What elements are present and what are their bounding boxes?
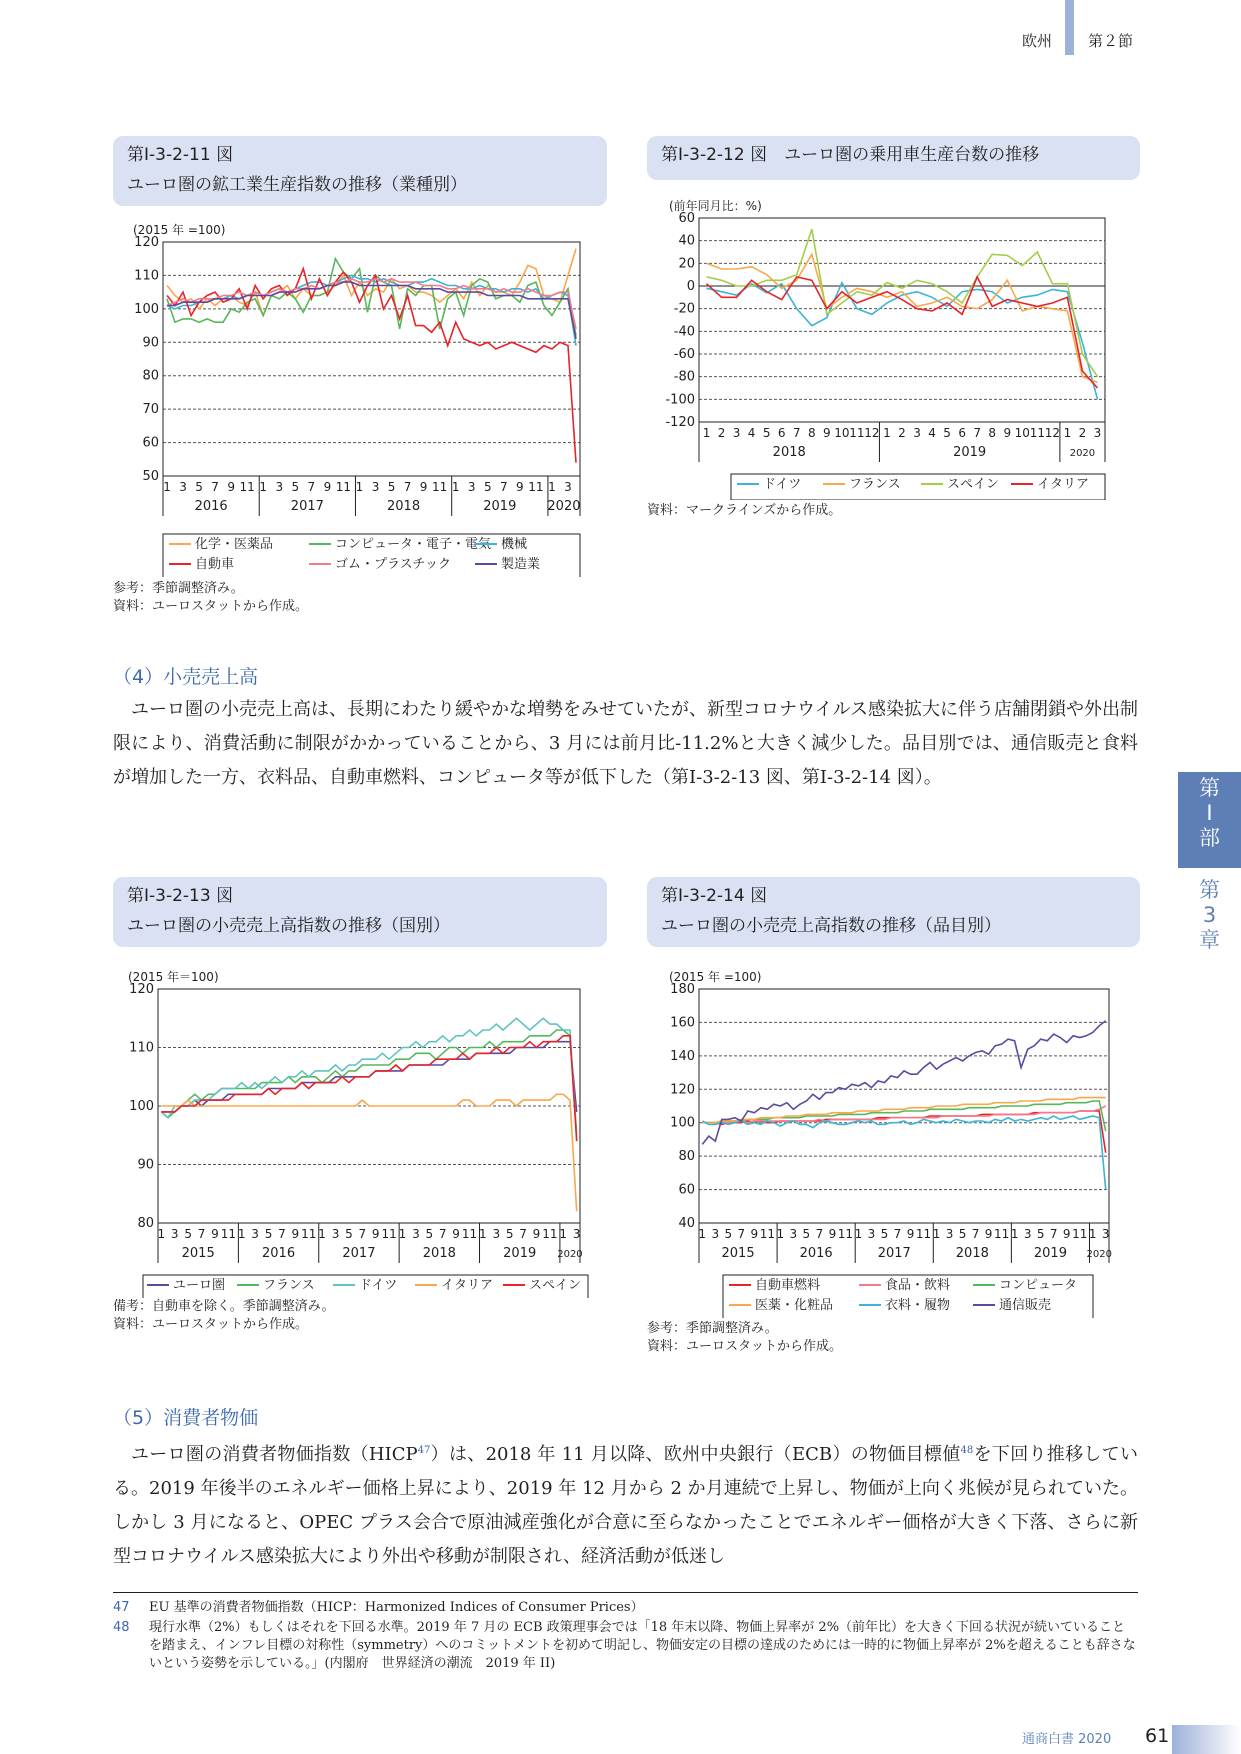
- series-line-2: [161, 1030, 576, 1135]
- x-month-label: 3: [572, 1227, 581, 1241]
- x-month-label: 9: [906, 1227, 915, 1241]
- footer-accent-bar: [1172, 1725, 1241, 1754]
- legend-label-6: 通信販売: [999, 1298, 1052, 1313]
- x-month-label: 1: [854, 1227, 863, 1241]
- legend-label-5: ゴム・プラスチック: [335, 557, 451, 572]
- x-month-label: 5: [184, 1227, 192, 1241]
- x-month-label: 1: [163, 480, 171, 494]
- y-tick-label: 80: [142, 368, 159, 384]
- fig12-notes: 資料：マークラインズから作成。: [647, 503, 842, 518]
- x-month-label: 5: [762, 426, 771, 440]
- section-5-title: （5）消費者物価: [113, 1407, 259, 1429]
- legend-label-6: 製造業: [501, 557, 541, 572]
- x-month-label: 12: [1044, 426, 1061, 440]
- x-month-label: 3: [371, 480, 380, 494]
- y-tick-label: -100: [665, 392, 695, 408]
- x-month-label: 8: [988, 426, 997, 440]
- x-month-label: 9: [1062, 1227, 1071, 1241]
- x-year-label: 2020: [557, 1249, 583, 1260]
- x-month-label: 3: [711, 1227, 720, 1241]
- x-month-label: 5: [387, 480, 396, 494]
- x-month-label: 9: [291, 1227, 300, 1241]
- y-tick-label: 100: [670, 1115, 695, 1131]
- x-month-label: 11: [1029, 426, 1045, 440]
- y-tick-label: 120: [134, 235, 159, 250]
- legend-label-2: 食品・飲料: [885, 1278, 951, 1293]
- x-month-label: 1: [698, 1227, 707, 1241]
- series-line-2: [707, 254, 1098, 382]
- x-month-label: 7: [358, 1227, 367, 1241]
- x-month-label: 7: [499, 480, 508, 494]
- footnote-ref-48[interactable]: 48: [960, 1445, 974, 1456]
- x-month-label: 9: [323, 480, 332, 494]
- fig14-title: 第Ⅰ-3-2-14 図 ユーロ圏の小売売上高指数の推移（品目別）: [647, 877, 1140, 947]
- x-month-label: 11: [239, 480, 255, 494]
- x-month-label: 9: [371, 1227, 380, 1241]
- x-year-label: 2017: [290, 499, 324, 514]
- plot-frame: [699, 989, 1109, 1223]
- x-month-label: 6: [777, 426, 786, 440]
- legend: [723, 1275, 1093, 1318]
- x-month-label: 7: [211, 480, 219, 494]
- legend-label-1: 自動車燃料: [755, 1278, 821, 1293]
- footnote-47: 47 EU 基準の消費者物価指数（HICP：Harmonized Indices of Consumer Prices）: [113, 1600, 644, 1615]
- x-month-label: 5: [345, 1227, 353, 1241]
- x-month-label: 11: [759, 1227, 775, 1241]
- x-month-label: 9: [984, 1227, 993, 1241]
- x-month-label: 11: [461, 1227, 478, 1241]
- x-year-label: 2015: [721, 1246, 755, 1261]
- x-year-label: 2020: [547, 499, 581, 514]
- x-year-label: 2018: [387, 499, 421, 514]
- side-tab-chapter: 第 3 章: [1199, 878, 1220, 952]
- x-month-label: 2: [898, 426, 906, 440]
- x-month-label: 3: [732, 426, 741, 440]
- x-month-label: 7: [197, 1227, 206, 1241]
- x-month-label: 5: [264, 1227, 273, 1241]
- x-month-label: 3: [564, 480, 572, 494]
- x-month-label: 1: [702, 426, 711, 440]
- fig14-chart: [647, 953, 1140, 1318]
- x-month-label: 2: [1078, 426, 1087, 440]
- section-4-paragraph: ユーロ圏の小売売上高は、長期にわたり緩やかな増勢をみせていたが、新型コロナウイルス感染拡大に伴う店舗閉鎖や外出制限により、消費活動に制限がかかっていることから、3 月には前月比-11.2%と大きく減少した。品目別では、通信販売と食料が増加した一方、衣料品、自動車燃料、コンピュータ等が低下した（第Ⅰ-3-2-13 図、第Ⅰ-3-2-14 図）。: [113, 699, 1138, 788]
- x-month-label: 4: [747, 426, 756, 440]
- x-month-label: 3: [170, 1227, 179, 1241]
- x-month-label: 11: [542, 1227, 558, 1241]
- x-month-label: 1: [548, 480, 556, 494]
- section-4-title: （4）小売売上高: [113, 666, 259, 688]
- x-month-label: 5: [958, 1227, 967, 1241]
- x-year-label: 2018: [955, 1246, 989, 1261]
- x-month-label: 3: [1023, 1227, 1032, 1241]
- y-tick-label: 50: [142, 469, 159, 484]
- x-month-label: 1: [1063, 426, 1072, 440]
- x-month-label: 7: [815, 1227, 824, 1241]
- fig13-notes: 備考：自動車を除く。季節調整済み。 資料：ユーロスタットから作成。: [113, 1299, 335, 1332]
- y-tick-label: 110: [129, 1040, 154, 1056]
- x-month-label: 3: [251, 1227, 259, 1241]
- x-month-label: 1: [479, 1227, 487, 1241]
- fig11-title: 第Ⅰ-3-2-11 図 ユーロ圏の鉱工業生産指数の推移（業種別）: [113, 136, 607, 206]
- series-line-1: [167, 249, 576, 316]
- plot-frame: [163, 242, 580, 476]
- x-month-label: 7: [737, 1227, 746, 1241]
- fig11-svg: [113, 212, 607, 577]
- y-tick-label: 90: [137, 1157, 154, 1173]
- y-tick-label: -20: [673, 301, 695, 317]
- x-month-label: 3: [945, 1227, 954, 1241]
- x-month-label: 3: [492, 1227, 501, 1241]
- x-month-label: 9: [419, 480, 428, 494]
- x-month-label: 11: [993, 1227, 1010, 1241]
- x-month-label: 11: [220, 1227, 236, 1241]
- legend-label-3: スペイン: [947, 477, 1000, 492]
- fig11-notes: 参考：季節調整済み。 資料：ユーロスタットから作成。: [113, 581, 309, 614]
- x-month-label: 7: [438, 1227, 447, 1241]
- x-month-label: 11: [335, 480, 352, 494]
- x-month-label: 11: [1072, 1227, 1088, 1241]
- legend-label-3: コンピュータ: [999, 1278, 1078, 1293]
- series-line-3: [702, 1101, 1105, 1131]
- fig13-chart: [113, 953, 607, 1298]
- x-month-label: 3: [1093, 426, 1102, 440]
- x-year-label: 2019: [503, 1246, 537, 1261]
- x-month-label: 1: [883, 426, 891, 440]
- y-tick-label: 110: [134, 268, 159, 284]
- x-month-label: 11: [432, 480, 448, 494]
- x-month-label: 1: [237, 1227, 246, 1241]
- footnote-ref-47[interactable]: 47: [417, 1445, 431, 1456]
- x-year-label: 2016: [799, 1246, 833, 1261]
- series-line-6: [702, 1021, 1105, 1145]
- x-month-label: 11: [301, 1227, 317, 1241]
- x-month-label: 5: [195, 480, 203, 494]
- x-month-label: 5: [425, 1227, 434, 1241]
- x-month-label: 1: [776, 1227, 785, 1241]
- x-month-label: 7: [307, 480, 316, 494]
- x-month-label: 7: [519, 1227, 527, 1241]
- x-month-label: 5: [291, 480, 300, 494]
- x-month-label: 11: [528, 480, 544, 494]
- x-month-label: 1: [318, 1227, 326, 1241]
- x-month-label: 1: [451, 480, 460, 494]
- x-month-label: 7: [973, 426, 982, 440]
- x-year-label: 2015: [181, 1246, 215, 1261]
- y-tick-label: 80: [137, 1216, 154, 1231]
- x-month-label: 3: [412, 1227, 420, 1241]
- x-month-label: 7: [1049, 1227, 1058, 1241]
- x-month-label: 1: [559, 1227, 568, 1241]
- legend: [143, 1275, 588, 1298]
- fig11-chart: [113, 212, 607, 577]
- x-month-label: 7: [403, 480, 412, 494]
- x-month-label: 1: [932, 1227, 941, 1241]
- x-month-label: 11: [837, 1227, 854, 1241]
- fig12-title: 第Ⅰ-3-2-12 図 ユーロ圏の乗用車生産台数の推移: [647, 136, 1140, 180]
- x-month-label: 3: [789, 1227, 798, 1241]
- y-tick-label: 60: [678, 211, 695, 226]
- x-year-label: 2019: [953, 445, 987, 460]
- legend-label-4: 医薬・化粧品: [755, 1298, 834, 1313]
- x-year-label: 2020: [1069, 448, 1096, 459]
- y-tick-label: 40: [678, 1216, 695, 1231]
- side-tab-part: 第 Ⅰ 部: [1178, 772, 1241, 868]
- series-line-4: [161, 1094, 576, 1211]
- x-month-label: 2: [717, 426, 726, 440]
- x-month-label: 9: [1003, 426, 1012, 440]
- legend-label-2: コンピュータ・電子・電気: [335, 537, 492, 552]
- legend-label-2: フランス: [849, 477, 901, 492]
- x-month-label: 5: [1036, 1227, 1045, 1241]
- x-month-label: 1: [1010, 1227, 1019, 1241]
- x-month-label: 5: [802, 1227, 811, 1241]
- y-tick-label: 140: [670, 1048, 695, 1064]
- y-tick-label: 100: [129, 1099, 154, 1114]
- series-line-4: [707, 277, 1098, 388]
- x-month-label: 10: [1014, 426, 1030, 440]
- legend-label-4: イタリア: [1037, 477, 1090, 492]
- x-month-label: 1: [355, 480, 364, 494]
- y-tick-label: -120: [665, 415, 695, 430]
- legend-label-1: ユーロ圏: [173, 1278, 226, 1293]
- x-month-label: 12: [864, 426, 880, 440]
- y-tick-label: 90: [142, 335, 159, 351]
- fig14-svg: [647, 953, 1140, 1318]
- y-tick-label: 100: [134, 301, 159, 317]
- y-tick-label: 80: [678, 1149, 695, 1165]
- x-month-label: 5: [483, 480, 492, 494]
- x-month-label: 3: [467, 480, 476, 494]
- legend-label-4: イタリア: [441, 1278, 494, 1293]
- legend-label-1: 化学・医薬品: [195, 537, 274, 552]
- x-month-label: 5: [505, 1227, 514, 1241]
- x-month-label: 11: [915, 1227, 932, 1241]
- x-month-label: 3: [179, 480, 187, 494]
- unit-label: (2015 年 =100): [669, 970, 762, 984]
- x-month-label: 5: [724, 1227, 733, 1241]
- y-tick-label: 120: [670, 1082, 695, 1098]
- x-year-label: 2019: [483, 499, 517, 514]
- y-tick-label: 60: [678, 1182, 695, 1198]
- y-tick-label: 40: [678, 233, 695, 249]
- header-region: 欧州: [1022, 32, 1053, 50]
- x-month-label: 8: [807, 426, 816, 440]
- legend: [731, 474, 1105, 500]
- x-month-label: 1: [259, 480, 268, 494]
- y-tick-label: -60: [673, 347, 695, 362]
- x-month-label: 3: [1101, 1227, 1110, 1241]
- x-year-label: 2016: [262, 1246, 296, 1261]
- x-year-label: 2018: [772, 445, 806, 460]
- x-month-label: 11: [849, 426, 865, 440]
- x-month-label: 9: [822, 426, 831, 440]
- x-month-label: 11: [381, 1227, 397, 1241]
- fig14-notes: 参考：季節調整済み。 資料：ユーロスタットから作成。: [647, 1321, 843, 1354]
- y-tick-label: 60: [142, 435, 159, 451]
- y-tick-label: 0: [686, 279, 695, 294]
- footnote-divider: [113, 1592, 1138, 1593]
- x-month-label: 5: [880, 1227, 889, 1241]
- y-tick-label: 20: [678, 256, 695, 272]
- x-year-label: 2020: [1086, 1249, 1112, 1260]
- x-month-label: 7: [278, 1227, 286, 1241]
- legend: [163, 534, 580, 577]
- fig12-svg: [647, 188, 1140, 500]
- x-year-label: 2017: [877, 1246, 911, 1261]
- x-month-label: 3: [331, 1227, 340, 1241]
- y-tick-label: 160: [670, 1015, 695, 1031]
- section-5-paragraph: ユーロ圏の消費者物価指数（HICP$^{47}$）は、2018 年 11 月以降、欧州中央銀行（ECB）の物価目標値$^{48}$を下回り推移している。2019 年後半のエネルギー価格上昇により、2019 年 12 月から 2 か月連続で上昇し、物価が上向く兆候が見られていた。しかし 3 月になると、OPEC プラス会合で原油減産強化が合意に至らなかったことでエネルギー価格が大きく下落、さらに新型コロナウイルス感染拡大により外出や移動が制限され、経済活動が低迷し: [113, 1444, 1139, 1567]
- y-tick-label: 120: [129, 982, 154, 997]
- series-line-5: [167, 279, 576, 329]
- y-tick-label: -80: [673, 369, 695, 385]
- x-month-label: 9: [828, 1227, 837, 1241]
- x-year-label: 2016: [194, 499, 228, 514]
- x-month-label: 3: [867, 1227, 876, 1241]
- x-month-label: 9: [750, 1227, 759, 1241]
- y-tick-label: 180: [670, 982, 695, 997]
- x-year-label: 2017: [342, 1246, 376, 1261]
- legend-label-2: フランス: [263, 1278, 315, 1293]
- fig13-title: 第Ⅰ-3-2-13 図 ユーロ圏の小売売上高指数の推移（国別）: [113, 877, 607, 947]
- x-month-label: 1: [1088, 1227, 1097, 1241]
- header-section: 第２節: [1088, 32, 1134, 50]
- x-month-label: 9: [532, 1227, 541, 1241]
- footnote-48: 48 現行水準（2%）もしくはそれを下回る水準。2019 年 7 月の ECB 政策理事会では「18 年末以降、物価上昇率が 2%（前年比）を大きく下回る状況が続いていることを踏まえ、インフレ目標の対称性（symmetry）へのコミットメントを初めて明記し、物価安定の目標の達成のためには一時的に物価上昇率が 2%を超えることも辞さないという姿勢を示している。」(内閣府 世界経済の潮流 2019 年 II): [113, 1620, 1136, 1671]
- x-month-label: 7: [971, 1227, 980, 1241]
- fig12-chart: [647, 188, 1140, 500]
- plot-frame: [699, 218, 1105, 422]
- x-month-label: 1: [398, 1227, 407, 1241]
- x-month-label: 7: [893, 1227, 902, 1241]
- legend-label-3: 機械: [501, 537, 528, 552]
- unit-label: (2015 年 =100): [133, 223, 226, 237]
- x-month-label: 9: [516, 480, 524, 494]
- header-accent-bar: [1065, 0, 1074, 55]
- y-tick-label: 70: [142, 402, 159, 418]
- x-month-label: 4: [928, 426, 936, 440]
- x-month-label: 3: [913, 426, 921, 440]
- unit-label: (前年同月比：%): [669, 199, 762, 213]
- series-line-3: [161, 1018, 576, 1141]
- x-month-label: 3: [275, 480, 284, 494]
- x-month-label: 10: [834, 426, 850, 440]
- legend-label-5: 衣料・履物: [885, 1298, 951, 1313]
- legend-label-5: スペイン: [529, 1278, 582, 1293]
- x-month-label: 9: [211, 1227, 219, 1241]
- unit-label: (2015 年＝100): [128, 970, 219, 984]
- x-year-label: 2019: [1033, 1246, 1067, 1261]
- x-month-label: 6: [958, 426, 966, 440]
- page-number: 61: [1145, 1725, 1170, 1747]
- x-month-label: 1: [157, 1227, 166, 1241]
- legend-label-4: 自動車: [195, 557, 235, 572]
- x-month-label: 7: [792, 426, 801, 440]
- x-month-label: 9: [227, 480, 235, 494]
- series-line-3: [707, 229, 1098, 376]
- x-month-label: 9: [452, 1227, 460, 1241]
- footer-book-title: 通商白書 2020: [1022, 1732, 1112, 1747]
- series-line-5: [702, 1116, 1105, 1190]
- x-year-label: 2018: [422, 1246, 456, 1261]
- legend-label-1: ドイツ: [763, 477, 802, 492]
- legend-label-3: ドイツ: [359, 1278, 398, 1293]
- x-month-label: 5: [943, 426, 951, 440]
- y-tick-label: -40: [673, 324, 695, 340]
- fig13-svg: [113, 953, 607, 1298]
